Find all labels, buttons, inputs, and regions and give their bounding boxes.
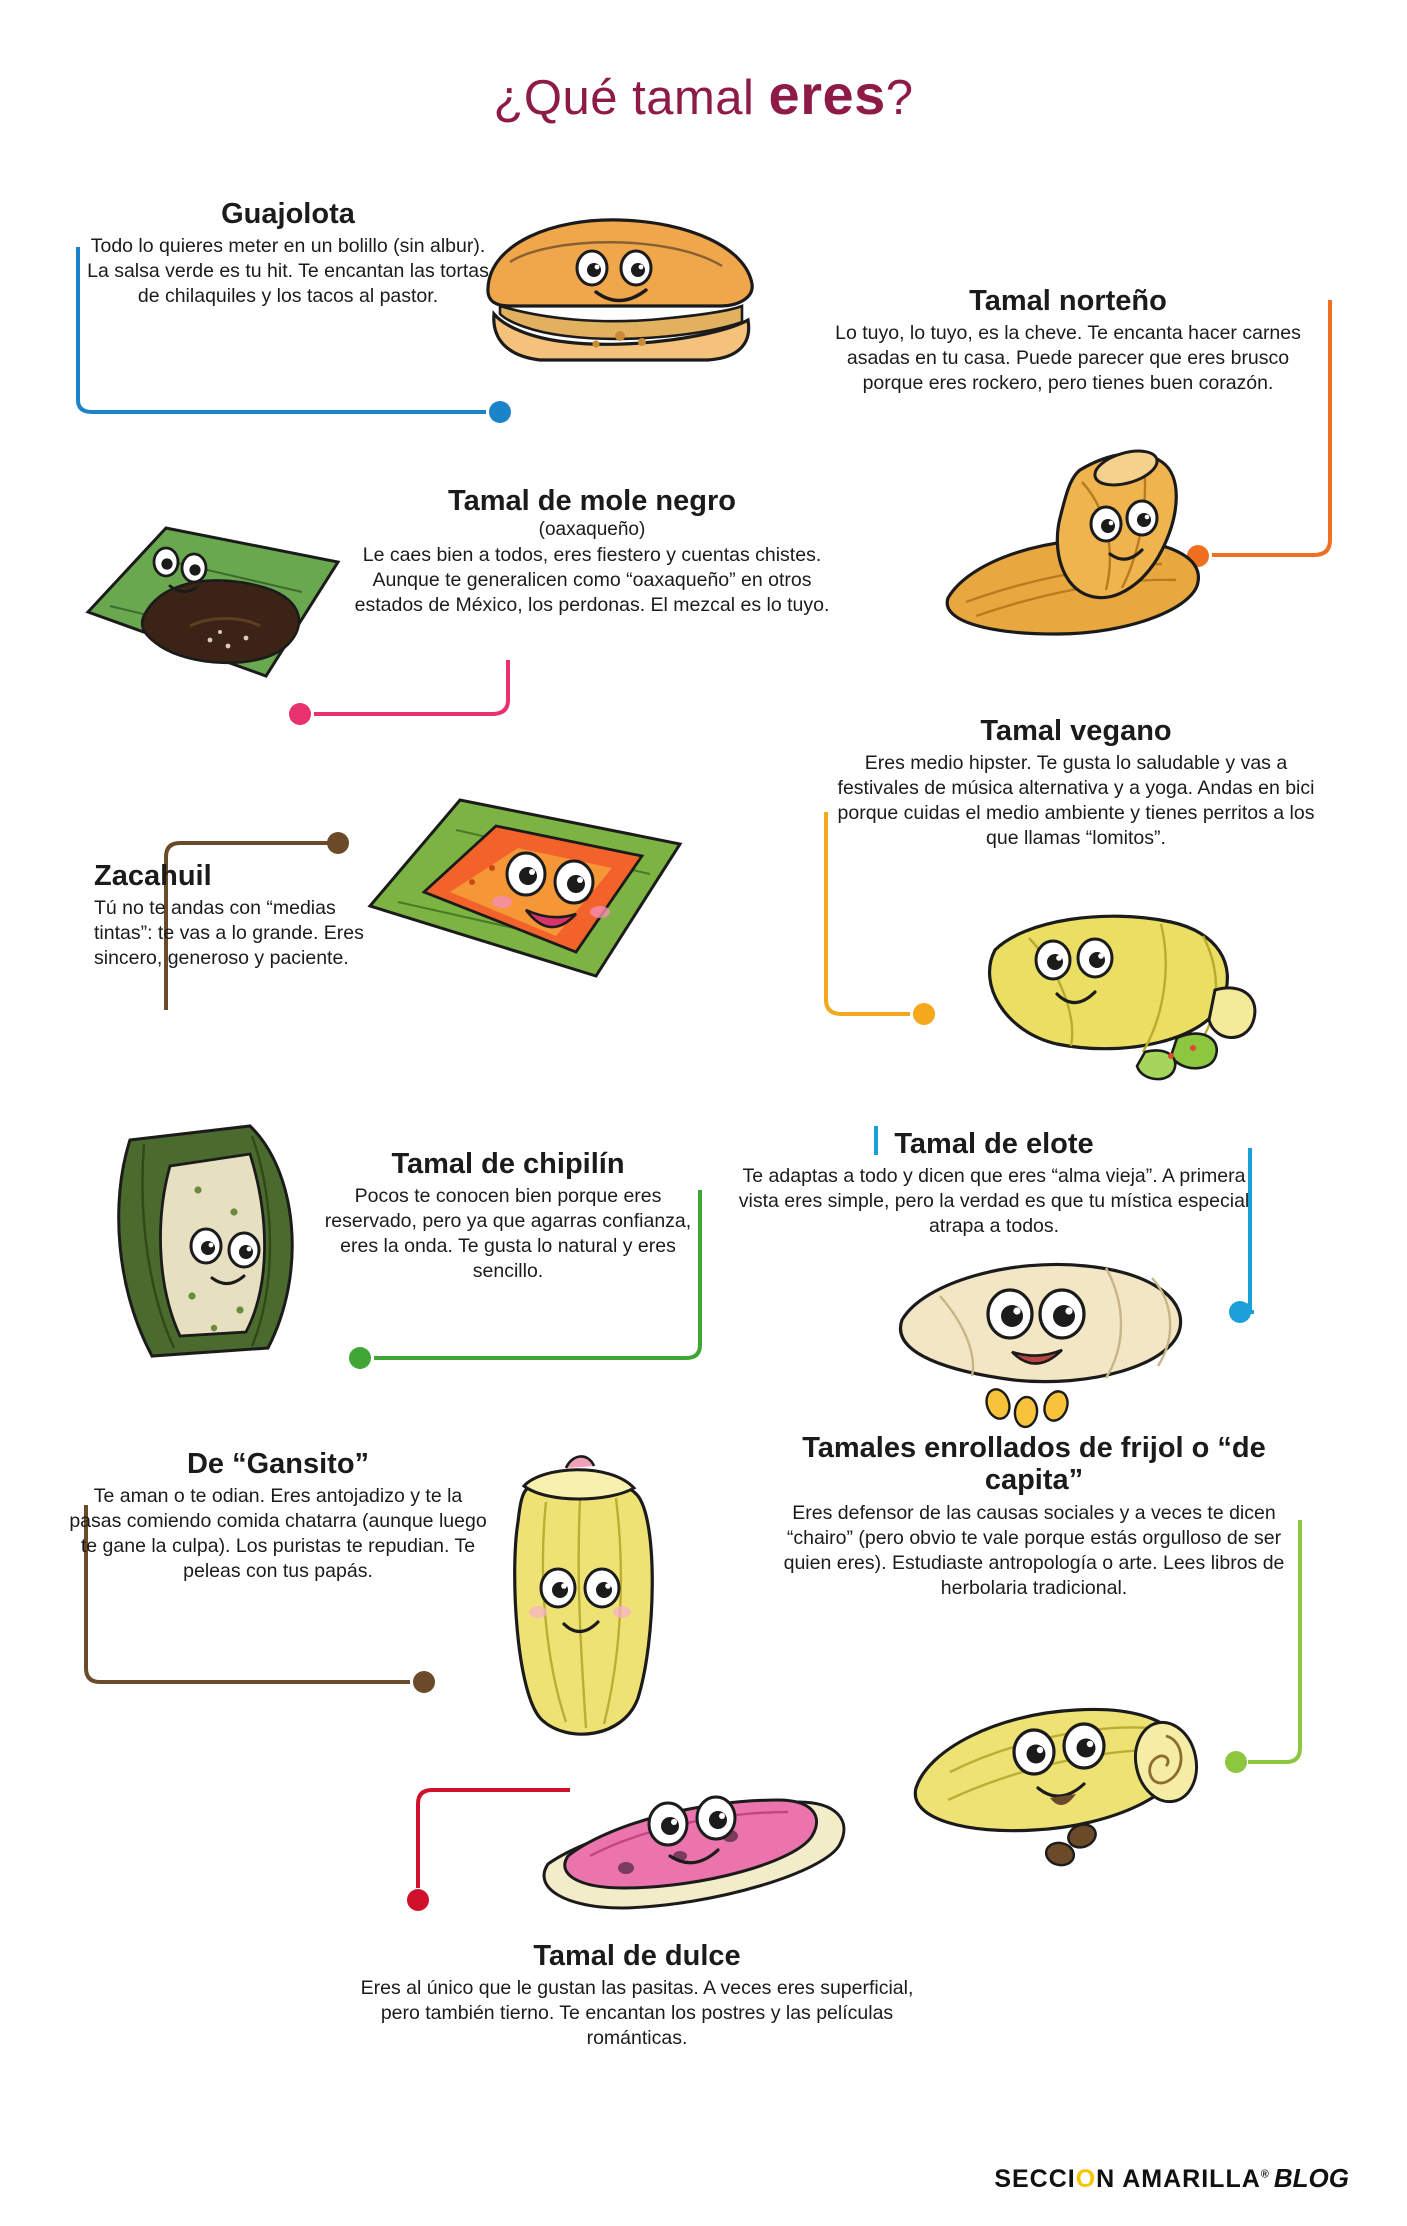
brand-name [994, 2165, 1270, 2193]
illustration-tamal-chipilin [100, 1110, 350, 1370]
illustration-tamales-enrollados [900, 1640, 1230, 1870]
entry-desc-tamal-chipilin: Pocos te conocen bien porque eres reservado, pero ya que agarras confianza, eres la onda. Te gusta lo natural y eres sencillo. [324, 1185, 692, 1283]
illustration-tamal-norteno [930, 430, 1250, 660]
illustration-de-gansito [470, 1440, 700, 1760]
entry-title-tamal-elote: Tamal de elote [894, 1128, 1094, 1160]
entry-subtitle-tamal-mole-negro: (oaxaqueño) [538, 519, 646, 541]
entry-tamal-dulce [352, 1940, 922, 2051]
title-emphasis: eres [768, 63, 886, 126]
entry-title-tamal-mole-negro: Tamal de mole negro [448, 485, 736, 517]
title-suffix: ? [885, 71, 914, 125]
entry-desc-de-gansito: Te aman o te odian. Eres antojadizo y te la pasas comiendo comida chatarra (aunque luego te gane la culpa). Los puristas te repudian. Te peleas con tus papás. [69, 1485, 487, 1583]
entry-tamales-enrollados [770, 1432, 1298, 1601]
entry-desc-tamal-mole-negro: Le caes bien a todos, eres fiestero y cuentas chistes. Aunque te generalicen como “oaxaqueño” en otros estados de México, los perdonas. El mezcal es lo tuyo. [354, 544, 830, 617]
brand-part1: SECCI [994, 2165, 1076, 2193]
entry-title-tamal-dulce: Tamal de dulce [533, 1940, 741, 1972]
entry-desc-tamal-norteno: Lo tuyo, lo tuyo, es la cheve. Te encanta hacer carnes asadas en tu casa. Puede parecer que eres brusco porque eres rockero, pero tienes buen corazón. [835, 322, 1301, 395]
entry-zacahuil [94, 860, 370, 971]
entry-title-guajolota: Guajolota [221, 198, 355, 230]
entry-tamal-chipilin [316, 1148, 700, 1284]
entry-desc-tamal-elote: Te adaptas a todo y dicen que eres “alma vieja”. A primera vista eres simple, pero la verdad es que tu mística especial atrapa a todos. [738, 1165, 1250, 1238]
entry-tamal-norteno [818, 285, 1318, 396]
illustration-tamal-vegano [965, 880, 1285, 1090]
entry-desc-guajolota: Todo lo quieres meter en un bolillo (sin albur). La salsa verde es tu hit. Te encantan las tortas de chilaquiles y los tacos al pastor. [87, 235, 489, 308]
entry-title-zacahuil: Zacahuil [94, 860, 212, 892]
illustration-zacahuil [350, 770, 710, 1000]
footer-logo [994, 2163, 1349, 2194]
illustration-tamal-dulce [530, 1760, 860, 1940]
brand-dot: O [1075, 2165, 1097, 2193]
illustration-guajolota [470, 210, 770, 380]
entry-tamal-mole-negro [336, 485, 848, 618]
entry-title-tamales-enrollados: Tamales enrollados de frijol o “de capita” [802, 1432, 1266, 1497]
entry-desc-zacahuil: Tú no te andas con “medias tintas”: te vas a lo grande. Eres sincero, generoso y paciente. [94, 897, 364, 970]
page-title [0, 62, 1407, 127]
title-prefix: ¿Qué tamal [493, 71, 769, 125]
entry-tamal-elote [730, 1128, 1258, 1239]
entry-desc-tamal-dulce: Eres al único que le gustan las pasitas. A veces eres superficial, pero también tierno. Te encantan los postres y las películas románticas. [360, 1977, 914, 2050]
brand-blog-label: BLOG [1273, 2163, 1349, 2193]
entry-title-tamal-norteno: Tamal norteño [969, 285, 1167, 317]
brand-part2: N AMARILLA [1096, 2165, 1261, 2193]
entry-tamal-vegano [826, 715, 1326, 851]
entry-title-de-gansito: De “Gansito” [186, 1448, 370, 1480]
entry-de-gansito [68, 1448, 488, 1584]
brand-registered: ® [1260, 2168, 1270, 2181]
entry-guajolota [78, 198, 498, 309]
entry-title-tamal-vegano: Tamal vegano [980, 715, 1172, 747]
illustration-tamal-elote [880, 1220, 1220, 1440]
entry-desc-tamales-enrollados: Eres defensor de las causas sociales y a veces te dicen “chairo” (pero obvio te vale porque estás orgulloso de ser quien eres). Estudiaste antropología o arte. Lees libros de herbolaria tradicional. [783, 1501, 1285, 1599]
illustration-tamal-mole-negro [70, 500, 370, 700]
entry-title-tamal-chipilin: Tamal de chipilín [391, 1148, 625, 1180]
entry-desc-tamal-vegano: Eres medio hipster. Te gusta lo saludable y vas a festivales de música alternativa y a yoga. Andas en bici porque cuidas el medio ambiente y tienes perritos a los que llamas “lomitos”. [837, 752, 1315, 850]
